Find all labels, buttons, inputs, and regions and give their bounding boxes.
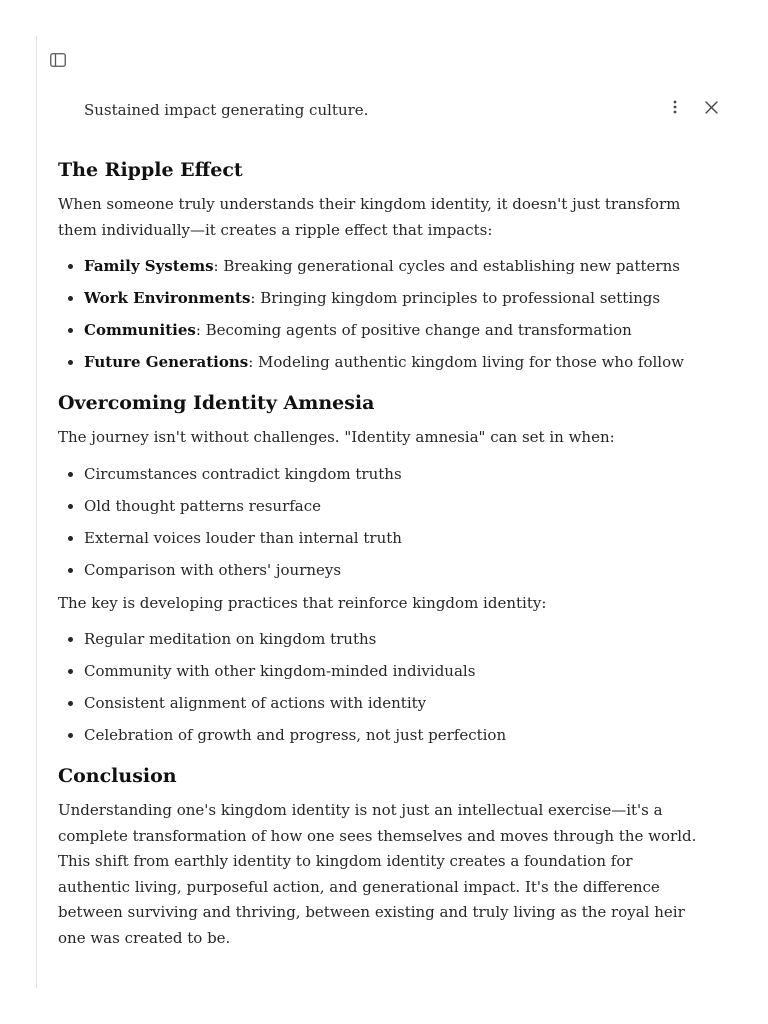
- list-item: [84, 319, 704, 341]
- list-item: • Consistent alignment of actions with identity: [84, 692, 704, 714]
- list-item: [84, 255, 704, 277]
- ripple-intro: When someone truly understands their kingdom identity, it doesn't just transform them individually—it creates a ripple effect that impacts:: [58, 195, 681, 239]
- list-item: • Community with other kingdom-minded individuals: [84, 660, 704, 682]
- amnesia-list: [58, 463, 704, 581]
- list-item: • Old thought patterns resurface: [84, 495, 704, 517]
- list-item-desc: : Modeling authentic kingdom living for those who follow: [248, 353, 684, 371]
- list-item-term: Communities: [84, 321, 196, 339]
- list-item-desc: : Becoming agents of positive change and transformation: [195, 321, 632, 339]
- partially-scrolled-line: [58, 101, 704, 140]
- section-heading-amnesia: Overcoming Identity Amnesia: [58, 392, 375, 414]
- sidebar-toggle-button[interactable]: [48, 51, 68, 69]
- list-item: • Comparison with others' journeys: [84, 559, 704, 581]
- list-item: • External voices louder than internal truth: [84, 527, 704, 549]
- list-item: [84, 351, 704, 373]
- conclusion-body: Understanding one's kingdom identity is not just an intellectual exercise—it's a complete transformation of how one sees themselves and moves through the world. This shift from earthly identity to kingdom identity creates a foundation for authentic living, purposeful action, and generational impact. It's the difference between surviving and thriving, between existing and truly living as the royal heir one was created to be.: [58, 801, 697, 947]
- practices-list: [58, 628, 704, 746]
- list-item: • Circumstances contradict kingdom truths: [84, 463, 704, 485]
- section-heading-ripple: The Ripple Effect: [58, 159, 243, 181]
- list-item: • Celebration of growth and progress, not just perfection: [84, 724, 704, 746]
- list-item-term: Family Systems: [84, 257, 214, 275]
- list-item-term: Future Generations: [84, 353, 249, 371]
- practices-intro: The key is developing practices that reinforce kingdom identity:: [58, 593, 547, 612]
- panel-divider: [36, 36, 37, 988]
- ripple-list: [58, 255, 704, 373]
- article-content: [58, 101, 704, 988]
- amnesia-intro: The journey isn't without challenges. "Identity amnesia" can set in when:: [58, 428, 615, 446]
- list-item-desc: : Breaking generational cycles and establishing new patterns: [213, 257, 680, 275]
- list-item: [84, 287, 704, 309]
- sidebar-toggle-icon: [50, 53, 66, 67]
- list-item-desc: : Bringing kingdom principles to professional settings: [250, 289, 661, 307]
- list-item: • Regular meditation on kingdom truths: [84, 628, 704, 650]
- section-heading-conclusion: Conclusion: [58, 765, 177, 787]
- close-icon: [705, 101, 718, 114]
- list-item-term: Work Environments: [84, 289, 251, 307]
- partial-list-item: Sustained impact generating culture.: [84, 101, 369, 119]
